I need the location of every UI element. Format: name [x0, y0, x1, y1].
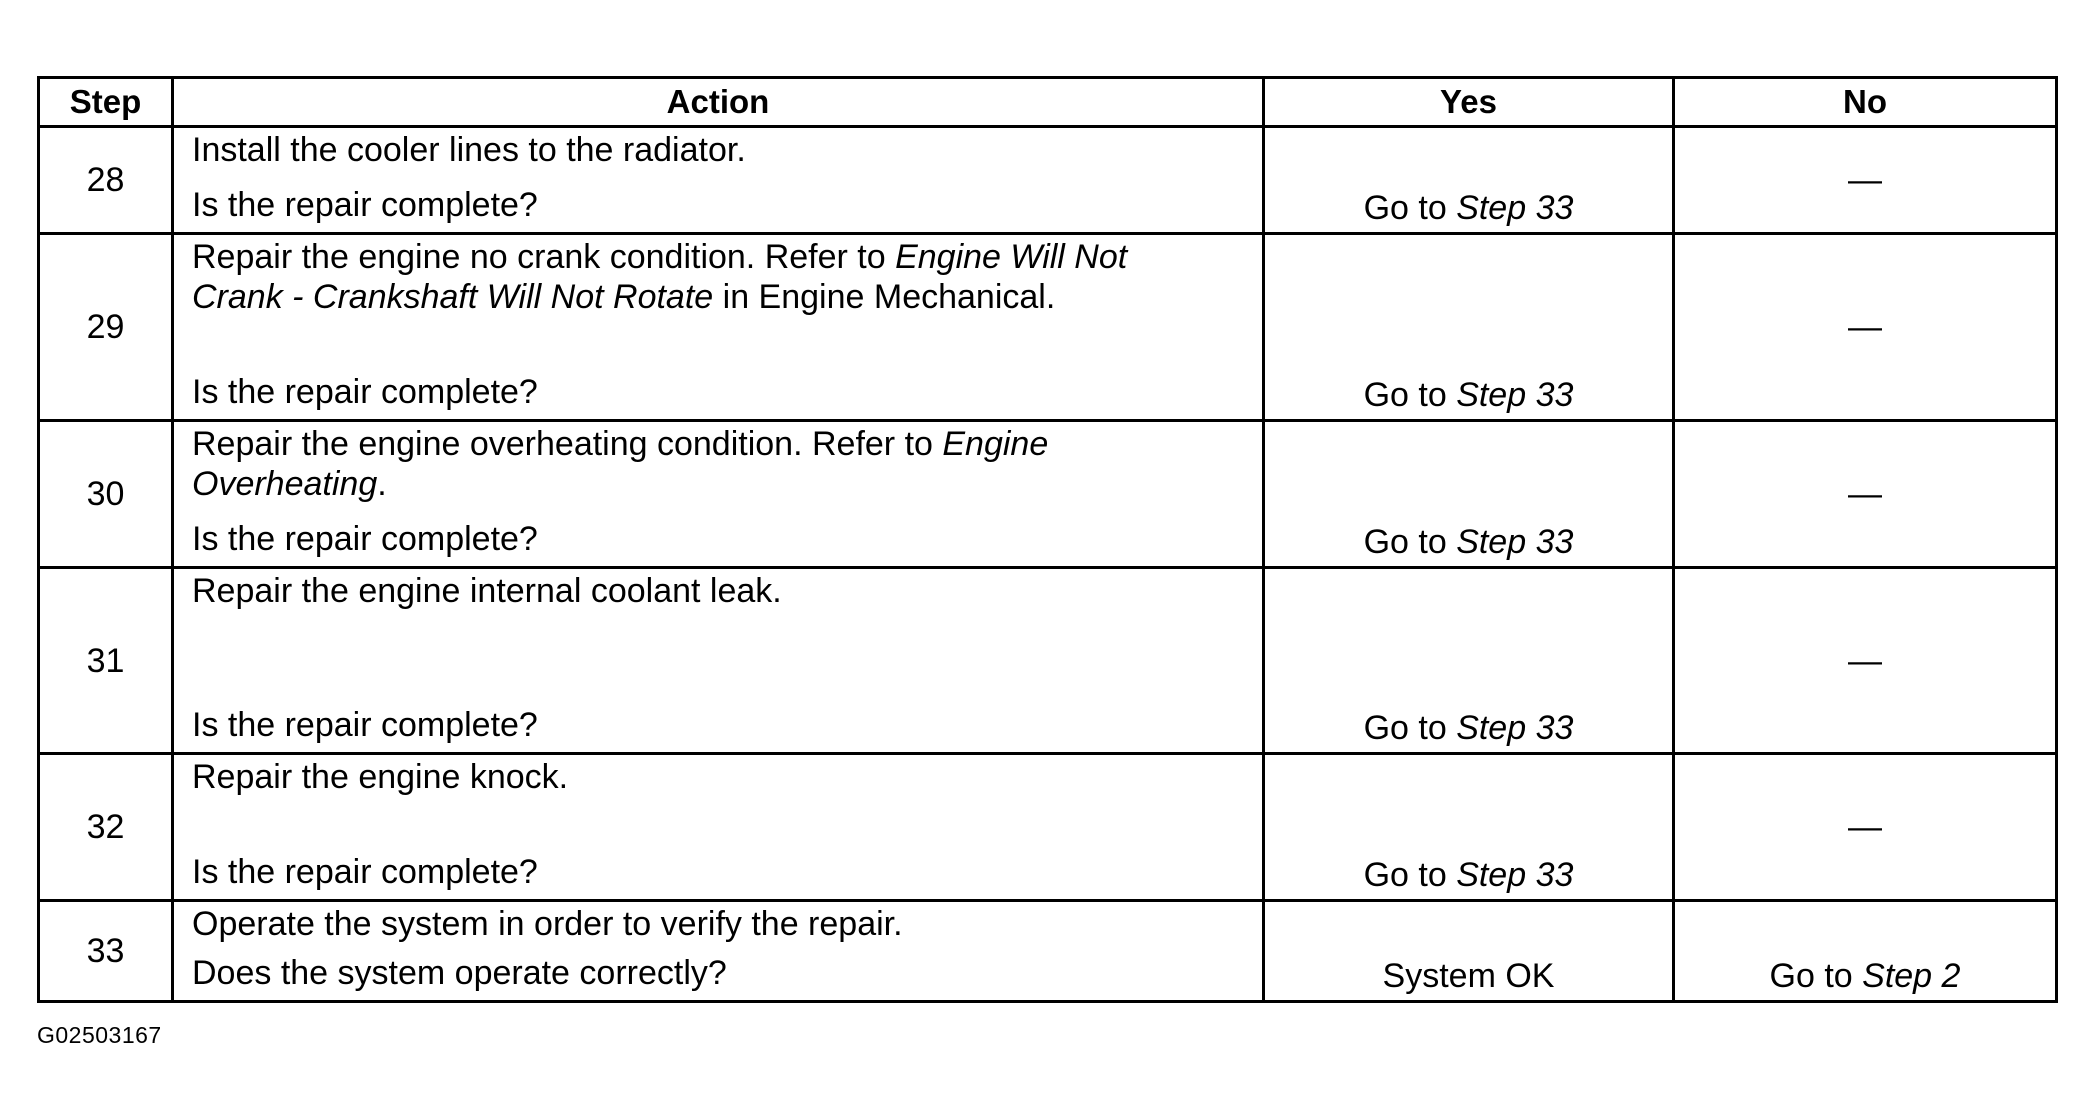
- step-number: 28: [39, 127, 173, 234]
- header-step: Step: [39, 78, 173, 127]
- yes-step-link[interactable]: Step 33: [1456, 523, 1574, 561]
- action-cell: [173, 754, 1264, 901]
- action-cell: [173, 234, 1264, 421]
- no-step-link[interactable]: Step 2: [1862, 957, 1961, 995]
- yes-prefix: Go to: [1363, 856, 1457, 894]
- table-row: [39, 754, 2057, 901]
- action-text: [192, 424, 1132, 504]
- table-body: [39, 127, 2057, 1002]
- question-text: Is the repair complete?: [192, 706, 538, 744]
- no-dash: —: [1848, 161, 1882, 199]
- action-cell: [173, 901, 1264, 1002]
- question-text: Is the repair complete?: [192, 373, 538, 411]
- question-text: Is the repair complete?: [192, 853, 538, 891]
- header-row: [39, 78, 2057, 127]
- yes-step-link[interactable]: Step 33: [1456, 376, 1574, 414]
- step-number: 32: [39, 754, 173, 901]
- action-text: [192, 237, 1202, 317]
- no-dash: —: [1848, 475, 1882, 513]
- action-cell: [173, 421, 1264, 568]
- step-number: 33: [39, 901, 173, 1002]
- no-cell: [1674, 234, 2057, 421]
- step-number: 29: [39, 234, 173, 421]
- header-no: No: [1674, 78, 2057, 127]
- action-text-part: .: [377, 465, 387, 503]
- action-text-part: Repair the engine no crank condition. Refer to: [192, 238, 896, 276]
- yes-cell: [1264, 421, 1674, 568]
- figure-id: G02503167: [37, 1022, 162, 1048]
- yes-cell: [1264, 127, 1674, 234]
- action-text: [192, 571, 1244, 611]
- no-cell: [1674, 127, 2057, 234]
- yes-cell: [1264, 754, 1674, 901]
- yes-prefix: Go to: [1363, 523, 1457, 561]
- action-text-part: Install the cooler lines to the radiator.: [192, 131, 746, 169]
- action-cell: [173, 568, 1264, 754]
- question-text: Does the system operate correctly?: [192, 954, 727, 992]
- step-number: 31: [39, 568, 173, 754]
- question-text: Is the repair complete?: [192, 520, 538, 558]
- no-dash: —: [1848, 641, 1882, 680]
- table-row: [39, 421, 2057, 568]
- yes-step-link[interactable]: Step 33: [1456, 709, 1574, 747]
- no-prefix: Go to: [1769, 957, 1863, 995]
- header-yes: Yes: [1264, 78, 1674, 127]
- action-text-part: Operate the system in order to verify the repair.: [192, 905, 903, 943]
- yes-prefix: Go to: [1363, 189, 1457, 227]
- action-text-part: Repair the engine overheating condition. Refer to: [192, 425, 943, 463]
- step-number: 30: [39, 421, 173, 568]
- table-row: [39, 127, 2057, 234]
- no-cell: [1674, 754, 2057, 901]
- action-text-part: Repair the engine knock.: [192, 758, 569, 796]
- yes-cell: [1264, 234, 1674, 421]
- table-row: [39, 568, 2057, 754]
- action-text-reference[interactable]: Engine Overheating: [192, 425, 1049, 503]
- table-row: [39, 234, 2057, 421]
- yes-cell: [1264, 568, 1674, 754]
- action-text-reference[interactable]: Engine Will Not Crank - Crankshaft Will Not Rotate: [192, 238, 1128, 316]
- no-cell: [1674, 568, 2057, 754]
- action-text: [192, 904, 1244, 944]
- action-text: [192, 130, 1244, 170]
- action-cell: [173, 127, 1264, 234]
- no-dash: —: [1848, 308, 1882, 346]
- yes-prefix: Go to: [1363, 709, 1457, 747]
- no-dash: —: [1848, 808, 1882, 846]
- diagnostic-table: [37, 76, 2058, 1003]
- yes-prefix: System OK: [1382, 957, 1555, 995]
- action-text-part: Repair the engine internal coolant leak.: [192, 572, 782, 610]
- action-text: [192, 757, 1244, 797]
- action-text-part: in Engine Mechanical.: [713, 278, 1056, 316]
- question-text: Is the repair complete?: [192, 186, 538, 224]
- yes-step-link[interactable]: Step 33: [1456, 856, 1574, 894]
- yes-step-link[interactable]: Step 33: [1456, 189, 1574, 227]
- table-row: [39, 901, 2057, 1002]
- header-action: Action: [173, 78, 1264, 127]
- no-cell: [1674, 421, 2057, 568]
- no-cell: [1674, 901, 2057, 1002]
- yes-prefix: Go to: [1363, 376, 1457, 414]
- yes-cell: [1264, 901, 1674, 1002]
